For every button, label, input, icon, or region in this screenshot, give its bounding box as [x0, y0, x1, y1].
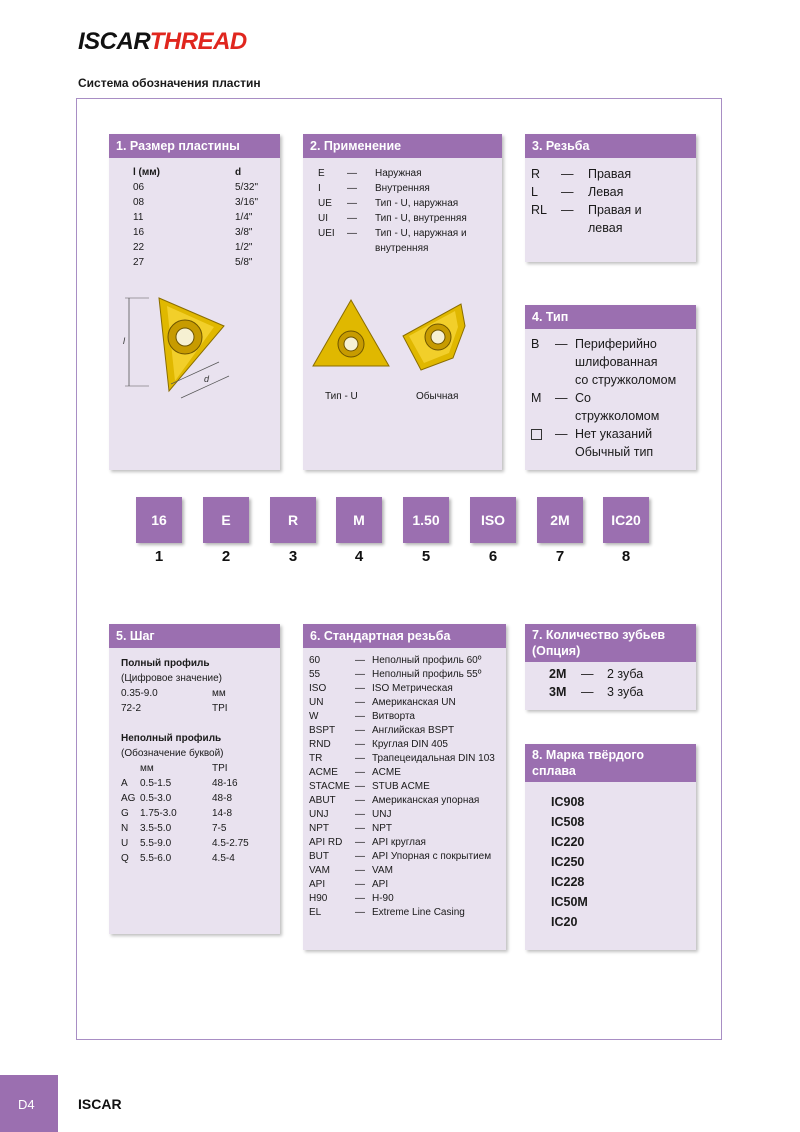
panel-teeth-count [525, 624, 696, 710]
standard-desc: ACME [372, 767, 401, 778]
grade-item: IC20 [551, 915, 578, 929]
app-dash: — [347, 213, 357, 224]
dim-l-label: l [123, 336, 125, 346]
insert-normal-label: Обычная [416, 391, 459, 402]
panel-standard-thread-title: 6. Стандартная резьба [303, 624, 506, 648]
full-profile-title: Полный профиль [121, 658, 210, 669]
hand-dash: — [561, 167, 574, 181]
standard-desc: NPT [372, 823, 392, 834]
panel-type [525, 305, 696, 470]
panel-teeth-title-line1: 7. Количество зубьев [532, 628, 666, 642]
type-dash: — [555, 337, 568, 351]
standard-dash: — [355, 795, 365, 806]
code-box-pitch: 1.50 [403, 497, 449, 543]
code-box-teeth: 2M [537, 497, 583, 543]
standard-desc: API [372, 879, 389, 890]
standard-code: UNJ [309, 809, 329, 820]
type-desc: Обычный тип [575, 445, 654, 459]
teeth-desc: 2 зуба [607, 667, 644, 681]
standard-code: API [309, 879, 326, 890]
partial-tpi: 14-8 [212, 808, 233, 819]
standard-code: NPT [309, 823, 329, 834]
standard-code: RND [309, 739, 331, 750]
teeth-code: 3M [549, 685, 567, 699]
code-number: 4 [354, 548, 364, 565]
partial-mm-header: мм [140, 763, 154, 774]
standard-dash: — [355, 809, 365, 820]
size-d: 1/4" [235, 212, 253, 223]
standard-code: BUT [309, 851, 329, 862]
standard-desc: Неполный профиль 60º [372, 655, 482, 666]
panel-teeth-title-line2: (Опция) [532, 644, 581, 658]
partial-tpi-header: TPI [212, 763, 228, 774]
partial-mm: 3.5-5.0 [140, 823, 172, 834]
code-box-thread-hand: R [270, 497, 316, 543]
standard-dash: — [355, 879, 365, 890]
code-box-application: E [203, 497, 249, 543]
insert-type-diagrams [303, 296, 502, 376]
page-subtitle: Система обозначения пластин [78, 76, 261, 90]
grade-item: IC228 [551, 875, 585, 889]
logo-thread-text: THREAD [149, 28, 247, 55]
size-d: 1/2" [235, 242, 253, 253]
size-d: 3/8" [235, 227, 253, 238]
size-l: 06 [133, 182, 145, 193]
standard-code: STACME [309, 781, 350, 792]
standard-dash: — [355, 893, 365, 904]
partial-mm: 1.75-3.0 [140, 808, 177, 819]
type-desc: Со [575, 391, 591, 405]
type-dash: — [555, 427, 568, 441]
standard-dash: — [355, 753, 365, 764]
app-desc: внутренняя [375, 243, 429, 254]
panel-insert-size-title: 1. Размер пластины [109, 134, 280, 158]
panel-type-title: 4. Тип [525, 305, 696, 329]
panel-application-title: 2. Применение [303, 134, 502, 158]
standard-code: BSPT [309, 725, 336, 736]
hand-desc: Правая [588, 167, 632, 181]
standard-code: W [309, 711, 319, 722]
hand-code: R [531, 167, 541, 181]
full-pitch-unit: мм [212, 688, 226, 699]
app-code: UEI [318, 228, 335, 239]
standard-code: H90 [309, 893, 328, 904]
partial-mm: 0.5-3.0 [140, 793, 172, 804]
code-box-grade: IC20 [603, 497, 649, 543]
standard-code: UN [309, 697, 324, 708]
type-desc: Периферийно [575, 337, 657, 351]
code-number: 6 [488, 548, 498, 565]
insert-u-label: Тип - U [325, 391, 358, 402]
standard-code: 60 [309, 655, 321, 666]
standard-dash: — [355, 781, 365, 792]
partial-code: AG [121, 793, 136, 804]
type-desc: шлифованная [575, 355, 658, 369]
panel-grade-title-line1: 8. Марка твёрдого [532, 748, 645, 762]
standard-desc: Американская упорная [372, 795, 480, 806]
panel-standard-thread [303, 624, 506, 950]
app-code: E [318, 168, 325, 179]
standard-code: ABUT [309, 795, 336, 806]
size-l: 27 [133, 257, 145, 268]
full-pitch-range: 72-2 [121, 703, 142, 714]
standard-desc: STUB ACME [372, 781, 430, 792]
hand-code: RL [531, 203, 547, 217]
partial-code: G [121, 808, 129, 819]
standard-desc: H-90 [372, 893, 394, 904]
grade-item: IC50M [551, 895, 588, 909]
standard-dash: — [355, 739, 365, 750]
dim-d-label: d [204, 374, 210, 384]
standard-dash: — [355, 837, 365, 848]
standard-dash: — [355, 851, 365, 862]
standard-desc: ISO Метрическая [372, 683, 453, 694]
footer-brand: ISCAR [78, 1096, 122, 1112]
partial-tpi: 4.5-4 [212, 853, 235, 864]
app-dash: — [347, 168, 357, 179]
standard-desc: Неполный профиль 55º [372, 669, 482, 680]
code-number: 3 [288, 548, 298, 565]
app-desc: Тип - U, наружная и [375, 228, 467, 239]
standard-dash: — [355, 907, 365, 918]
standard-dash: — [355, 669, 365, 680]
standard-dash: — [355, 697, 365, 708]
standard-dash: — [355, 823, 365, 834]
panel-application [303, 134, 502, 470]
standard-desc: Трапецеидальная DIN 103 [372, 753, 495, 764]
panel-thread-hand-title: 3. Резьба [525, 134, 696, 158]
size-d: 5/32" [235, 182, 259, 193]
type-code: M [531, 391, 542, 405]
standard-desc: API Упорная с покрытием [372, 851, 492, 862]
size-l: 22 [133, 242, 145, 253]
designation-code-row [0, 491, 800, 571]
app-code: UI [318, 213, 328, 224]
iscar-thread-logo [78, 28, 247, 56]
partial-code: N [121, 823, 129, 834]
panel-insert-size [109, 134, 280, 470]
standard-code: ACME [309, 767, 338, 778]
panel-thread-hand [525, 134, 696, 262]
app-dash: — [347, 183, 357, 194]
partial-profile-title: Неполный профиль [121, 733, 222, 744]
standard-dash: — [355, 865, 365, 876]
partial-tpi: 7-5 [212, 823, 227, 834]
panel-carbide-grade [525, 744, 696, 950]
size-l: 11 [133, 212, 144, 223]
full-pitch-range: 0.35-9.0 [121, 688, 158, 699]
standard-code: API RD [309, 837, 343, 848]
hand-dash: — [561, 185, 574, 199]
teeth-dash: — [581, 667, 594, 681]
grade-item: IC250 [551, 855, 585, 869]
size-l: 16 [133, 227, 145, 238]
standard-desc: API круглая [372, 837, 426, 848]
standard-code: 55 [309, 669, 321, 680]
standard-desc: Витворта [372, 711, 415, 722]
type-desc: со стружколомом [575, 373, 677, 387]
partial-tpi: 4.5-2.75 [212, 838, 249, 849]
empty-code-box-icon [531, 429, 542, 440]
grade-item: IC908 [551, 795, 585, 809]
standard-code: ISO [309, 683, 327, 694]
app-code: UE [318, 198, 332, 209]
code-number: 8 [621, 548, 631, 565]
app-desc: Внутренняя [375, 183, 430, 194]
partial-code: U [121, 838, 129, 849]
panel-pitch-title: 5. Шаг [109, 624, 280, 648]
partial-tpi: 48-16 [212, 778, 238, 789]
hand-desc: левая [588, 221, 623, 235]
type-desc: стружколомом [575, 409, 660, 423]
standard-desc: Extreme Line Casing [372, 907, 465, 918]
hand-dash: — [561, 203, 574, 217]
app-dash: — [347, 228, 357, 239]
panel-pitch [109, 624, 280, 934]
teeth-desc: 3 зуба [607, 685, 644, 699]
app-desc: Тип - U, наружная [375, 198, 459, 209]
app-code: I [318, 183, 321, 194]
col-l-header: l (мм) [133, 167, 161, 178]
standard-dash: — [355, 683, 365, 694]
standard-dash: — [355, 711, 365, 722]
standard-desc: Американская UN [372, 697, 456, 708]
standard-dash: — [355, 655, 365, 666]
partial-profile-subtitle: (Обозначение буквой) [121, 748, 224, 759]
code-number: 7 [555, 548, 565, 565]
app-desc: Тип - U, внутренняя [375, 213, 467, 224]
code-number: 1 [154, 548, 164, 565]
standard-code: EL [309, 907, 322, 918]
standard-dash: — [355, 725, 365, 736]
partial-mm: 0.5-1.5 [140, 778, 172, 789]
teeth-dash: — [581, 685, 594, 699]
code-number: 2 [221, 548, 231, 565]
standard-code: TR [309, 753, 323, 764]
panel-grade-title-line2: сплава [532, 764, 576, 778]
app-desc: Наружная [375, 168, 422, 179]
full-pitch-unit: TPI [212, 703, 228, 714]
standard-dash: — [355, 767, 365, 778]
hand-desc: Левая [588, 185, 624, 199]
code-box-size: 16 [136, 497, 182, 543]
full-profile-subtitle: (Цифровое значение) [121, 673, 222, 684]
grade-item: IC508 [551, 815, 585, 829]
standard-desc: Английская BSPT [372, 725, 455, 736]
type-dash: — [555, 391, 568, 405]
size-l: 08 [133, 197, 145, 208]
logo-iscar-text: ISCAR [78, 28, 150, 55]
size-d: 3/16" [235, 197, 259, 208]
col-d-header: d [235, 167, 242, 178]
code-box-standard: ISO [470, 497, 516, 543]
size-d: 5/8" [235, 257, 253, 268]
partial-mm: 5.5-9.0 [140, 838, 172, 849]
partial-code: A [121, 778, 128, 789]
teeth-code: 2M [549, 667, 567, 681]
insert-dimension-diagram [109, 286, 280, 416]
standard-desc: VAM [372, 865, 393, 876]
app-dash: — [347, 198, 357, 209]
type-code: B [531, 337, 540, 351]
hand-code: L [531, 185, 538, 199]
page-number: D4 [18, 1097, 35, 1112]
partial-mm: 5.5-6.0 [140, 853, 172, 864]
hand-desc: Правая и [588, 203, 642, 217]
type-desc: Нет указаний [575, 427, 653, 441]
code-number: 5 [421, 548, 431, 565]
grade-item: IC220 [551, 835, 585, 849]
standard-desc: Круглая DIN 405 [372, 739, 448, 750]
code-box-type: M [336, 497, 382, 543]
standard-code: VAM [309, 865, 330, 876]
partial-tpi: 48-8 [212, 793, 233, 804]
standard-desc: UNJ [372, 809, 392, 820]
partial-code: Q [121, 853, 129, 864]
